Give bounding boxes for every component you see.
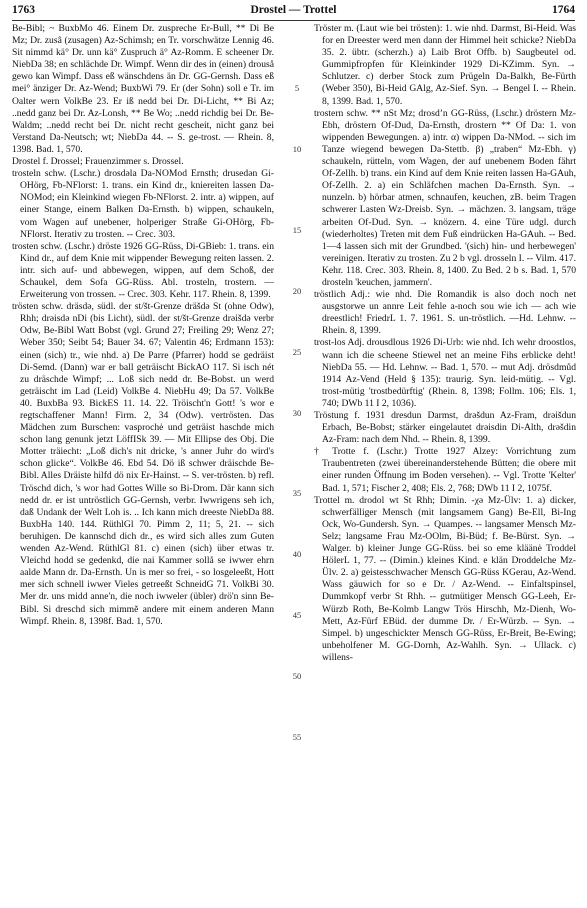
entry-trosteln: trosteln schw. (Lschr.) drosdəla Da-NOMod Ernsth; drusedən Gi-OHörg, Fb-NFlorst: 1. trans. ein Kind dr., kniereiten lassen Da-NOMod; ein Kleinkind wiegen Fb-NFlorst. 2. intr. a) wippen, auf einer Stange, einem Balken Da-Ernsth. b) wippen, schaukeln, vom Wagen auf unebener, holperiger Straße Gi-OHörg, Fb-NFlorst. Iterativ zu trosten. -- Crec. 303. — [12, 168, 274, 240]
line-number: 10 — [292, 144, 302, 154]
entry-trost-los: trost-los Adj. drousdlous 1926 Di-Urb: wie nhd. Ich wehr droostlos, wann ich die scheene Stiewel net an meine Fihs erblicke deht! NiebDa 55. — Hd. Lehnw. -- Bad. 1, 570. -- mut Adj. drösdmůd 1914 Az-Vend (Held § 135): traurig. Syn. leid-mütig. -- Vgl. trost-mütig 'trostbedürftig' (Rhein. 8, 1398; Follm. 106; Els. 1, 740; DWb 11 I 2, 1036). — [314, 337, 576, 409]
right-column — [314, 23, 576, 664]
entry-drostel: Drostel f. Drossel; Frauenzimmer s. Drossel. — [12, 156, 184, 168]
entry-trostern: trostern schw. ** nSt Mz; drosdʼn GG-Rüss, (Lschr.) dröstern Mz-Ebh, dröstern Of-Dud, Da-Ernsth, drostern ** Of Da: 1. von wippenden Bewegungen. a) intr. α) wippen Da-NMod. -- sich im Tanze wiegend bewegen Da-Stettb. β) „traben“ Mz-Ebh. γ) schaukeln, rütteln, vom Wagen, der auf unebenem Boden fährt Of-Zellh. b) trans. ein Kind auf dem Knie reiten lassen Ha-GAuh, Of-Zellh. 2. a) ein Schläfchen machen Da-Ernsth. Syn. → nunzeln. b) hörbar atmen, schnaufen, keuchen, zB. beim Tragen schwerer Lasten Wz-Dreisb. Syn. → mächzen. 3. langsam, träge arbeiten Of-Dud. Syn. → knözern. 4. eine Türe udgl. durch (wiederholtes) Treten mit dem Fuß eindrücken Ha-GAuh. -- Bed. 1—4 lassen sich mit der Grundbed. '(sich) hin- und herbewegen' vereinigen. Iterativ zu trosten. Zu 2 b vgl. drosseln I. -- Vilm. 417. Kehr. 118. Crec. 303. Rhein. 8, 1400. Zu Bed. 2 b s. Bad. 1, 570 drosteln 'keuchen, jammern'. — [314, 107, 576, 288]
header-title: Drostel — Trottel — [250, 4, 337, 16]
line-number: 55 — [292, 732, 302, 742]
line-number: 50 — [292, 671, 302, 681]
left-column — [12, 23, 274, 628]
entry-troestlich: tröstlich Adj.: wie nhd. Die Romandik is also doch noch net ausgstorwe un annre Leit fehle a-noch sou wie ich — ach wie dreestlich! FriedrL 1. 7. 1961. S. un-tröstlich. —Hd. Lehnw. -- Rhein. 8, 1399. — [314, 289, 576, 337]
line-number: 30 — [292, 408, 302, 418]
entry-troesten: trösten schw. dräsdə, südl. der st/št-Grenze dräšdə St (ohne Odw), Rhh; drəisdə nDi (bis Licht), südl. der st/št-Grenze drəišdə verbr Odw, Be-Bibl Watt Bobst (vgl. Grund 27; Freiling 29; Wenz 27; Weber 350; Seibt 54; Bauer 34. 67; Valentin 46; Erdmann 153): einen (sich) tr., wie nhd. a) De Parre (Pfarrer) hodd se gedräist Di-Semd. (Dann) war er ball geträischt BickAO 117. Si isch nét zu dräschde Wimpf; ... Loß sich nedd dr. Be-Bobst. un werd geträischt im Lad (Leid) VolkBe 4. NiebHu 49; Da 57. VolkBe 40. BuxbBa 93. BickES 11. 14. 22. Tröischt'n Gott! 's wor e regtschaffener Mann! Firm. 2, 34 (Odw). vertrösten. Das Mädchen zum Burschen: vasprochė und geträist haschde mich schon lang genunk jetzt LöffISk 39. — Mit Ellipse des Obj. Die Motter träiecht: „Loß dich's nit dricke, 's anner Juhr do wird's schon glicke“. VolkBe 46. Ebd 54. Dö iß schwer dräischde Be-Bibl. Alles Dräiste hilfd dö nix Er-Hainst. -- S. ver-trösten. b) refl. Tröschd dich, 's wor had Gottes Wille so Bi-Drom. Där kann sich nedd dr. er ist untröstlich GG-Gernsh, verbr. Iwwrigens seh ich, daß Undank der Welt Loh is. .. Ich kann mich dreeste NiebDa 88. BuxbHa 140. 144. RüthlGl 70. Pimm 2, 11; 5, 21. -- sich beruhigen. De kannschd dich dr., es wird sich alles zum Guten wenden Az-Wend. RüthlGl 81. c) einen (sich) über etwas tr. Vleichd hodd se gedenkd, die nai Kammer sollå se iwwer ehrn aalde Mann dr. Da-Ernsth. Un is mer so frei, - so losgeleeßt, Hott mer sich schnell iwwer Vieles getreeßt SchneidG 71. VolkBi 30. Mer dr. uns midd anne'n, die noch iwweler (übler) drö'n sinn Be-Bibl. Si dreschd sich mimmě andere mit einem anderen Mann Wimpf. Rhein. 8, 1398f. Bad. 1, 570. — [12, 301, 274, 627]
line-number: 45 — [292, 610, 302, 620]
line-number: 35 — [292, 488, 302, 498]
line-number: 40 — [292, 549, 302, 559]
entry-trosten: trosten schw. (Lschr.) dröste 1926 GG-Rüss, Di-GBieb: 1. trans. ein Kind dr., auf dem Knie mit wippender Bewegung reiten lassen. 2. intr. sich auf- und abbewegen, wippen, auf dem Schoß, der Schaukel, dem Sofa GG-Rüss. Abl. trosteln, trostern. — Erweiterung von trossen. -- Crec. 303. Kehr. 117. Rhein. 8, 1399. — [12, 240, 274, 301]
page-number-left: 1763 — [12, 4, 35, 16]
page-number-right: 1764 — [552, 4, 575, 16]
entry-continuation: Be-Bibl; ~ BuxbMo 46. Einem Dr. zuspreche Er-Bull, ** Di Be Mz; Dr. zusâ (zusagen) Az-Schimsh; en Tr. vorschwätze Lennig 46. Sit nimmd kä° Dr. unn kä° Zuspruch ä° Az-Romm. E scheener Dr. NiebDa 38; en schlächde Dr. Wimpf. Wenn dir des in (einen) drouså gewo kan Wimpf. Dass eß wänschdens än Dr. GG-Gernsh. Dass eß mei° änziger Dr. Az-Wend; BuxbWi 79. Er (der Sohn) soll e Tr. im Oalter wern VolkBe 23. Er iß nedd bei Dr. Di-Licht, ** Bi Az; ..nedd ganz bei Dr. Az-Lonsh, ** Be Wo; ..nedd richdig bei Dr. Be-Waldm; ..nedd recht bei Dr. nicht recht gescheit, nicht ganz bei Verstand Da-Neutsch; wt; NiebDa 44. -- S. ge-trost. — Rhein. 8, 1398. Bad. 1, 570. — [12, 23, 274, 155]
entry-troester: Tröster m. (Laut wie bei trösten): 1. wie nhd. Darmst, Bi-Heid. Was for en Dreester werd men dann der Himmel heit schicke? NiebDa 35. 2. übtr. (scherzh.) a) Laib Brot Offb. b) Saugbeutel od. Gummipfropfen für Kleinkinder 1929 Di-KZimm. Syn. → Schlutzer. c) derber Stock zum Prügeln Da-Balkh, Be-Fürth (Weber 350), Bi-Heid GAlg, Az-Sief. Syn. → Bengel I. -- Rhein. 8, 1399. Bad. 1, 570. — [314, 23, 576, 107]
line-number: 5 — [294, 83, 300, 93]
entry-troestung: Tröstung f. 1931 dresdun Darmst, drəšdun Az-Fram, drəišdun Erbach, Be-Bobst; stärker eingelautet drəisdin Di-Alth, drəšdin Az-Fram: nach dem Nhd. -- Rhein. 8, 1399. — [314, 410, 576, 446]
line-number: 20 — [292, 286, 302, 296]
entry-trotte: † Trotte f. (Lschr.) Trotte 1927 Alzey: Vorrichtung zum Traubentreten (zwei übereinanderstehende Bütten; die obere mit einer runden Öffnung im Boden versehen). -- Vgl. Trotte 'Kelter' Bad. 1, 571; Fischer 2, 408; Els. 2, 768; DWb 11 I 2, 1075f. — [314, 446, 576, 494]
running-header — [12, 4, 575, 20]
header-rule — [12, 20, 575, 21]
line-number: 15 — [292, 225, 302, 235]
entry-trottel: Trottel m. drodol wt St Rhh; Dimin. -χə Mz-Ülv: 1. a) dicker, schwerfälliger Mensch (mit langsamem Gang) Be-Ell, Bi-Ing Ock, Wo-Gundersh. Syn. → Quampes. -- langsamer Mensch Mz-Selz; langsame Frau Mz-OOlm, Bi-Büd; f. Be-Bürst. Syn. → Walger. b) kleiner Junge GG-Rüss. bei so eme kläänė Troddel HölerL 1, 77. -- (Dimin.) kleines Kind. e klän Droddelche Mz-Ülv. 2. a) geistesschwacher Mensch GG-Rüss KGerau, Az-Wend. Wass gäuwich for so e Dr. / Az-Wend. -- Einfaltspinsel, Dummkopf verbr St Rhh. -- gutmütiger Mensch GG-Leeh, Er-Würzb Roth, Be-Kolmb Langw Trös Hirschh, Mz-Dienh, Wo-Mett, Az-Fürf EBüd. der dumme Dr. / Er-Würzb. -- Syn. → Simpel. b) ungeschickter Mensch GG-Rüss, Er-Breit, Be-Ewing; unbeholfener M. GG-Dornh, Az-Wahlh. Syn. → Ullack. c) willens- — [314, 494, 576, 663]
line-number: 25 — [292, 347, 302, 357]
